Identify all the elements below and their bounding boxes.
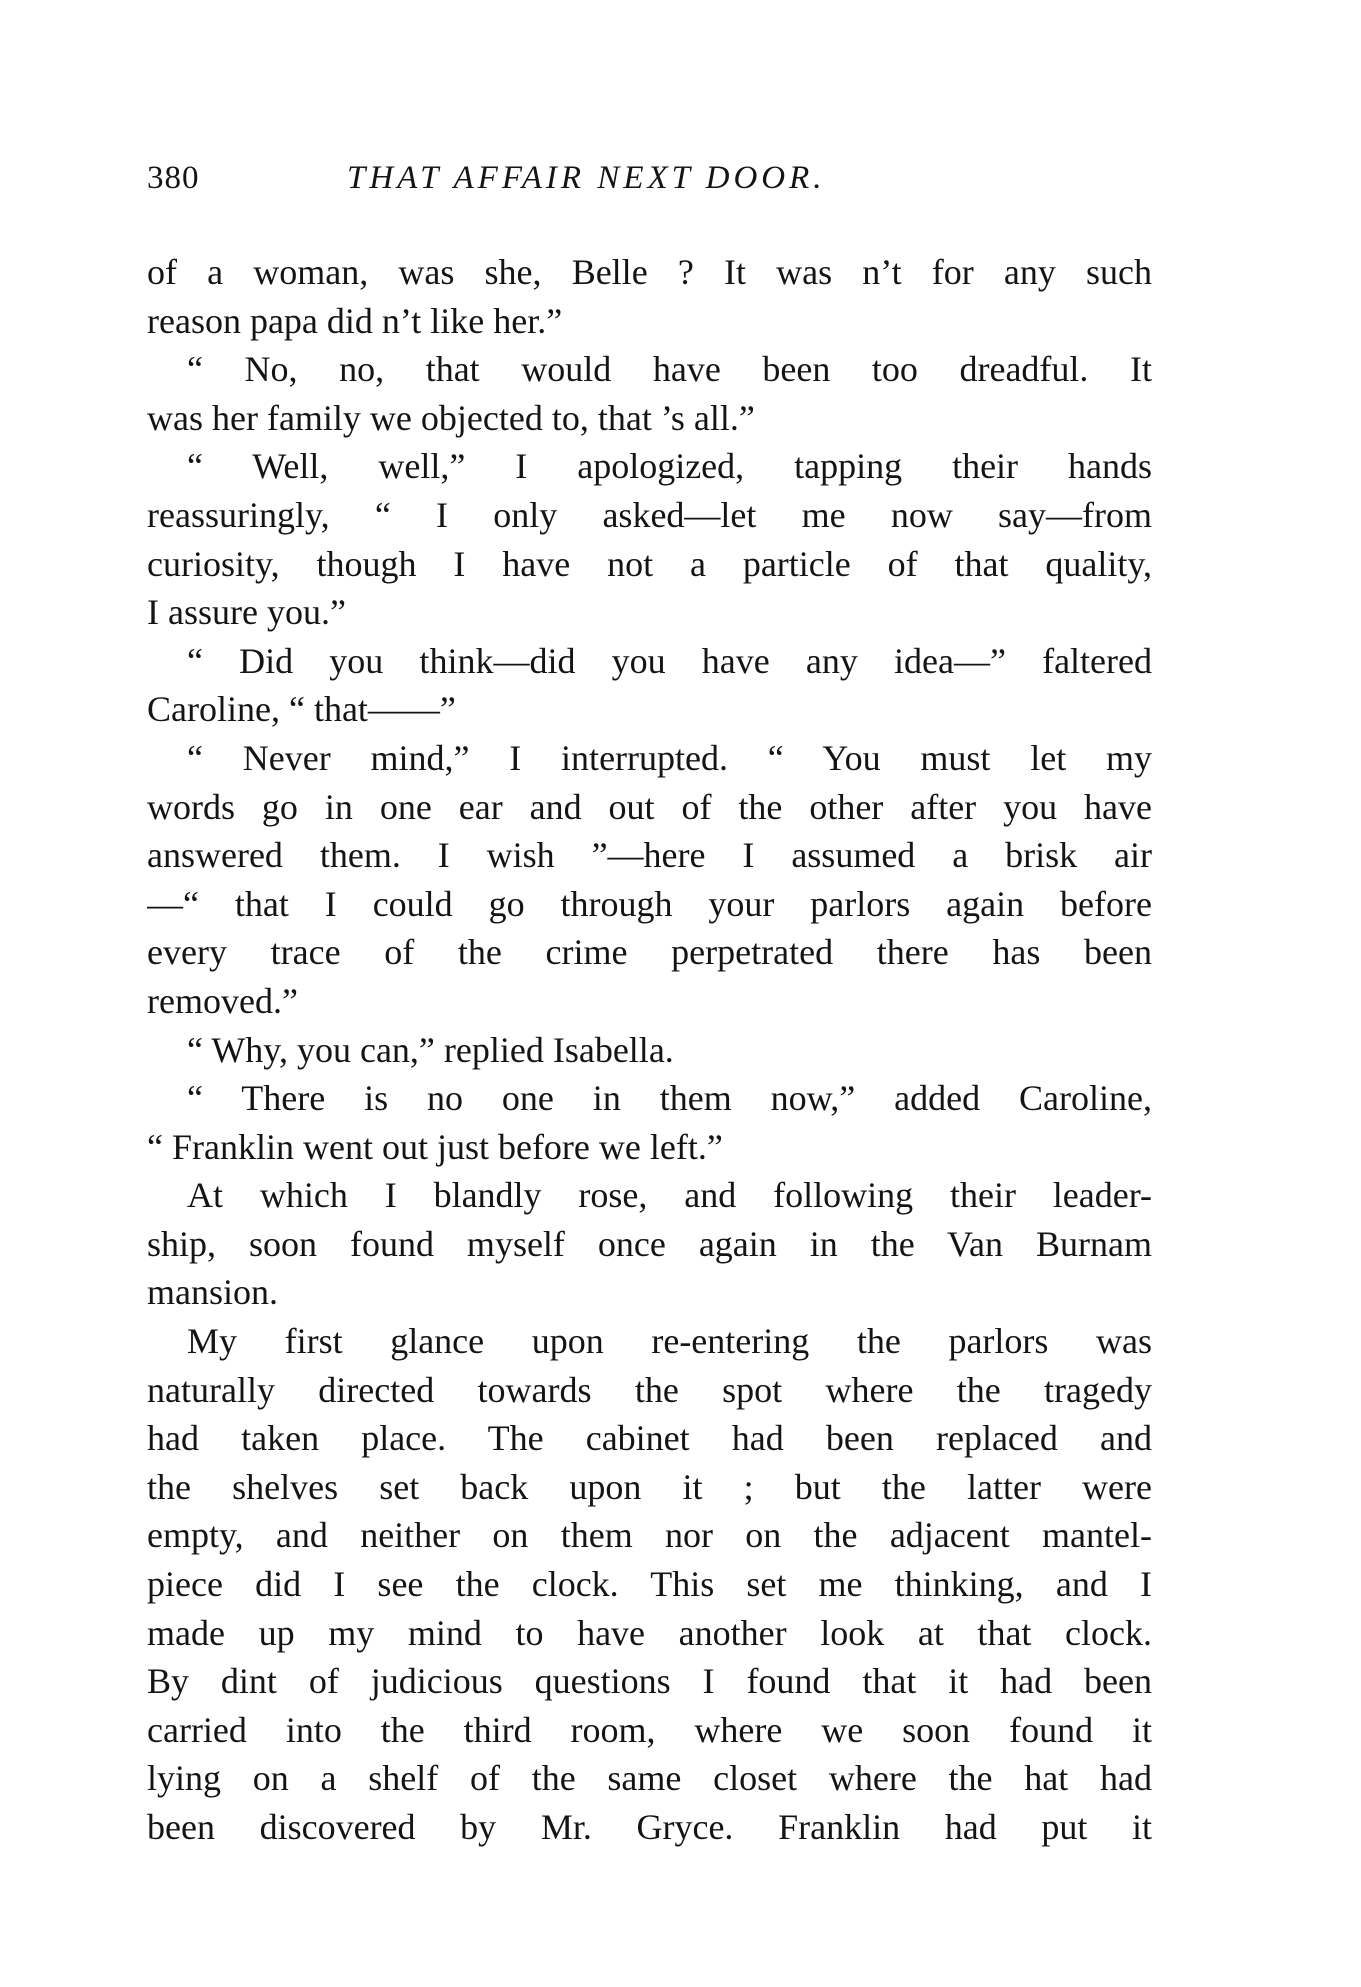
- text-line: answered them. I wish ”—here I assumed a brisk air: [147, 835, 1152, 876]
- text-line: —“ that I could go through your parlors again before: [147, 883, 1152, 924]
- text-line: reason papa did n’t like her.”: [147, 300, 563, 341]
- text-line: I assure you.”: [147, 592, 346, 633]
- text-line: “ There is no one in them now,” added Caroline,: [187, 1078, 1152, 1119]
- running-title: THAT AFFAIR NEXT DOOR.: [347, 160, 826, 196]
- text-line: empty, and neither on them nor on the adjacent mantel-: [147, 1515, 1152, 1556]
- text-line: been discovered by Mr. Gryce. Franklin had put it: [147, 1807, 1152, 1847]
- text-line: carried into the third room, where we soon found it: [147, 1709, 1152, 1750]
- text-line: curiosity, though I have not a particle of that quality,: [147, 543, 1152, 584]
- text-line: removed.”: [147, 980, 298, 1021]
- text-line: reassuringly, “ I only asked—let me now say—from: [147, 494, 1152, 535]
- text-line: “ Well, well,” I apologized, tapping their hands: [187, 446, 1152, 487]
- text-line: words go in one ear and out of the other after you have: [147, 786, 1152, 827]
- text-line: made up my mind to have another look at that clock.: [147, 1612, 1152, 1653]
- text-line: every trace of the crime perpetrated there has been: [147, 932, 1152, 973]
- text-line: the shelves set back upon it ; but the latter were: [147, 1466, 1152, 1507]
- text-line: “ Never mind,” I interrupted. “ You must let my: [187, 737, 1152, 778]
- text-line: mansion.: [147, 1272, 278, 1313]
- text-line: “ Why, you can,” replied Isabella.: [187, 1029, 674, 1070]
- text-line: of a woman, was she, Belle ? It was n’t for any such: [147, 252, 1152, 292]
- text-line: By dint of judicious questions I found that it had been: [147, 1661, 1152, 1702]
- text-line: “ No, no, that would have been too dreadful. It: [187, 349, 1152, 390]
- page-number: 380: [147, 160, 200, 196]
- text-line: ship, soon found myself once again in the Van Burnam: [147, 1223, 1152, 1264]
- text-line: had taken place. The cabinet had been replaced and: [147, 1418, 1152, 1459]
- text-line: “ Did you think—did you have any idea—” faltered: [187, 640, 1152, 681]
- text-line: At which I blandly rose, and following their leader-: [187, 1175, 1152, 1216]
- text-line: “ Franklin went out just before we left.”: [147, 1126, 723, 1167]
- body-text: [147, 248, 1152, 1852]
- text-line: My first glance upon re-entering the parlors was: [187, 1321, 1152, 1362]
- text-line: naturally directed towards the spot where the tragedy: [147, 1369, 1152, 1410]
- page-header: [147, 160, 1152, 210]
- text-line: piece did I see the clock. This set me thinking, and I: [147, 1564, 1152, 1605]
- text-line: was her family we objected to, that ’s all.”: [147, 397, 755, 438]
- text-line: lying on a shelf of the same closet where the hat had: [147, 1758, 1152, 1799]
- text-line: Caroline, “ that——”: [147, 689, 456, 730]
